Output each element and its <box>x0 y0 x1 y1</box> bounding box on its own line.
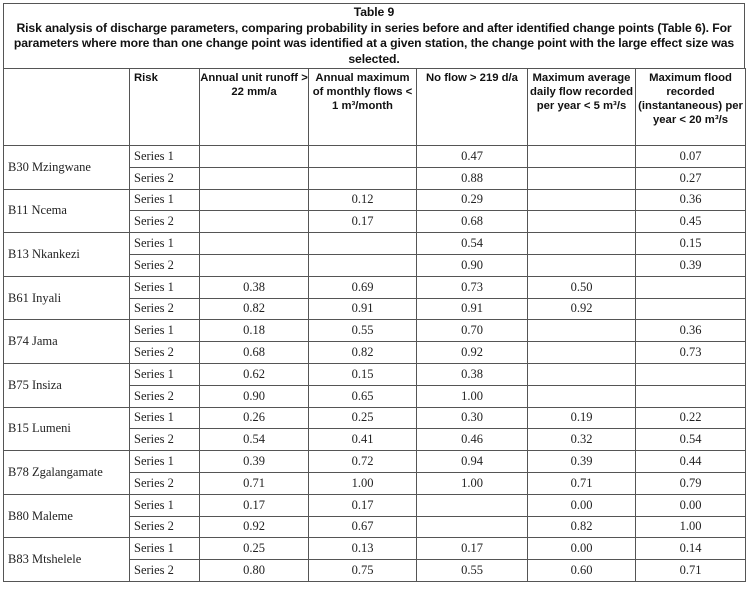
probability-cell: 0.19 <box>528 407 636 429</box>
probability-cell: 1.00 <box>417 472 528 494</box>
probability-cell: 0.39 <box>636 254 746 276</box>
header-row <box>4 69 746 146</box>
series-label: Series 2 <box>130 472 200 494</box>
table-row <box>4 320 746 342</box>
probability-cell: 1.00 <box>636 516 746 538</box>
probability-cell: 0.18 <box>200 320 309 342</box>
station-name: B13 Nkankezi <box>4 233 130 277</box>
column-header: Maximum flood recorded (instantaneous) per year < 20 m³/s <box>636 69 746 146</box>
table-caption: Risk analysis of discharge parameters, comparing probability in series before and after identified change points (Table 6). For parameters where more than one change point was identified at a given station, the change point with the large effect size was selected. <box>13 20 735 66</box>
probability-cell: 0.91 <box>309 298 417 320</box>
probability-cell: 0.79 <box>636 472 746 494</box>
probability-cell: 0.39 <box>528 451 636 473</box>
probability-cell <box>417 516 528 538</box>
probability-cell: 0.94 <box>417 451 528 473</box>
probability-cell <box>200 233 309 255</box>
probability-cell: 0.27 <box>636 167 746 189</box>
probability-cell: 0.60 <box>528 560 636 582</box>
probability-cell: 0.00 <box>528 538 636 560</box>
table-row <box>4 363 746 385</box>
probability-cell <box>528 342 636 364</box>
probability-cell: 0.12 <box>309 189 417 211</box>
column-header: No flow > 219 d/a <box>417 69 528 146</box>
probability-cell: 0.45 <box>636 211 746 233</box>
probability-cell <box>528 167 636 189</box>
probability-cell: 0.36 <box>636 320 746 342</box>
probability-cell: 0.75 <box>309 560 417 582</box>
probability-cell: 0.72 <box>309 451 417 473</box>
probability-cell <box>200 211 309 233</box>
probability-cell: 0.15 <box>636 233 746 255</box>
probability-cell: 0.13 <box>309 538 417 560</box>
probability-cell: 0.38 <box>417 363 528 385</box>
series-label: Series 1 <box>130 233 200 255</box>
probability-cell <box>636 385 746 407</box>
probability-cell: 1.00 <box>309 472 417 494</box>
probability-cell: 0.55 <box>309 320 417 342</box>
probability-cell: 0.71 <box>636 560 746 582</box>
probability-cell: 0.46 <box>417 429 528 451</box>
probability-cell: 0.90 <box>200 385 309 407</box>
probability-cell <box>309 167 417 189</box>
probability-cell: 0.55 <box>417 560 528 582</box>
probability-cell <box>528 254 636 276</box>
probability-cell: 0.68 <box>200 342 309 364</box>
probability-cell: 0.92 <box>528 298 636 320</box>
probability-cell: 0.36 <box>636 189 746 211</box>
probability-cell <box>200 189 309 211</box>
probability-cell <box>528 363 636 385</box>
station-name: B74 Jama <box>4 320 130 364</box>
series-label: Series 1 <box>130 451 200 473</box>
series-label: Series 1 <box>130 407 200 429</box>
probability-cell: 0.17 <box>417 538 528 560</box>
probability-cell: 0.92 <box>417 342 528 364</box>
probability-cell: 0.50 <box>528 276 636 298</box>
probability-cell: 0.82 <box>528 516 636 538</box>
series-label: Series 1 <box>130 363 200 385</box>
probability-cell: 0.41 <box>309 429 417 451</box>
probability-cell: 0.54 <box>417 233 528 255</box>
probability-cell: 0.26 <box>200 407 309 429</box>
station-name: B15 Lumeni <box>4 407 130 451</box>
column-header <box>4 69 130 146</box>
risk-table <box>3 68 746 582</box>
probability-cell <box>309 146 417 168</box>
probability-cell: 0.80 <box>200 560 309 582</box>
series-label: Series 2 <box>130 342 200 364</box>
probability-cell: 0.62 <box>200 363 309 385</box>
column-header: Maximum average daily flow recorded per year < 5 m³/s <box>528 69 636 146</box>
probability-cell <box>528 233 636 255</box>
probability-cell: 0.90 <box>417 254 528 276</box>
probability-cell: 0.30 <box>417 407 528 429</box>
probability-cell: 0.44 <box>636 451 746 473</box>
station-name: B75 Insiza <box>4 363 130 407</box>
probability-cell: 0.17 <box>309 494 417 516</box>
table-row <box>4 407 746 429</box>
probability-cell: 0.70 <box>417 320 528 342</box>
probability-cell: 0.32 <box>528 429 636 451</box>
probability-cell: 0.15 <box>309 363 417 385</box>
probability-cell <box>417 494 528 516</box>
probability-cell: 0.82 <box>309 342 417 364</box>
probability-cell: 0.29 <box>417 189 528 211</box>
probability-cell <box>309 254 417 276</box>
probability-cell <box>528 320 636 342</box>
series-label: Series 1 <box>130 276 200 298</box>
probability-cell <box>528 385 636 407</box>
table-row <box>4 189 746 211</box>
probability-cell: 0.82 <box>200 298 309 320</box>
series-label: Series 2 <box>130 385 200 407</box>
series-label: Series 2 <box>130 211 200 233</box>
probability-cell: 1.00 <box>417 385 528 407</box>
probability-cell: 0.17 <box>200 494 309 516</box>
table-row <box>4 538 746 560</box>
table-label: Table 9 <box>353 5 395 19</box>
probability-cell <box>200 254 309 276</box>
table-row <box>4 146 746 168</box>
probability-cell: 0.88 <box>417 167 528 189</box>
probability-cell: 0.71 <box>528 472 636 494</box>
probability-cell: 0.73 <box>636 342 746 364</box>
probability-cell: 0.67 <box>309 516 417 538</box>
probability-cell: 0.39 <box>200 451 309 473</box>
series-label: Series 1 <box>130 146 200 168</box>
series-label: Series 2 <box>130 516 200 538</box>
table-caption-block <box>3 3 745 68</box>
probability-cell: 0.47 <box>417 146 528 168</box>
series-label: Series 1 <box>130 538 200 560</box>
table-row <box>4 276 746 298</box>
series-label: Series 2 <box>130 298 200 320</box>
probability-cell: 0.00 <box>528 494 636 516</box>
series-label: Series 1 <box>130 494 200 516</box>
probability-cell: 0.25 <box>309 407 417 429</box>
station-name: B30 Mzingwane <box>4 146 130 190</box>
probability-cell: 0.25 <box>200 538 309 560</box>
series-label: Series 2 <box>130 167 200 189</box>
station-name: B11 Ncema <box>4 189 130 233</box>
series-label: Series 2 <box>130 429 200 451</box>
series-label: Series 2 <box>130 254 200 276</box>
table-container <box>3 3 745 582</box>
probability-cell: 0.07 <box>636 146 746 168</box>
probability-cell: 0.68 <box>417 211 528 233</box>
table-row <box>4 233 746 255</box>
probability-cell <box>636 276 746 298</box>
probability-cell: 0.38 <box>200 276 309 298</box>
table-row <box>4 451 746 473</box>
probability-cell: 0.73 <box>417 276 528 298</box>
series-label: Series 1 <box>130 189 200 211</box>
probability-cell <box>528 211 636 233</box>
column-header: Risk <box>130 69 200 146</box>
probability-cell: 0.65 <box>309 385 417 407</box>
probability-cell <box>200 167 309 189</box>
probability-cell <box>636 363 746 385</box>
probability-cell: 0.00 <box>636 494 746 516</box>
probability-cell: 0.54 <box>636 429 746 451</box>
probability-cell <box>528 189 636 211</box>
probability-cell <box>636 298 746 320</box>
probability-cell <box>528 146 636 168</box>
table-row <box>4 494 746 516</box>
probability-cell: 0.14 <box>636 538 746 560</box>
probability-cell: 0.69 <box>309 276 417 298</box>
probability-cell: 0.54 <box>200 429 309 451</box>
probability-cell: 0.71 <box>200 472 309 494</box>
probability-cell: 0.91 <box>417 298 528 320</box>
series-label: Series 1 <box>130 320 200 342</box>
probability-cell: 0.92 <box>200 516 309 538</box>
probability-cell: 0.22 <box>636 407 746 429</box>
probability-cell <box>200 146 309 168</box>
column-header: Annual unit runoff > 22 mm/a <box>200 69 309 146</box>
column-header: Annual maximum of monthly flows < 1 m³/month <box>309 69 417 146</box>
station-name: B61 Inyali <box>4 276 130 320</box>
series-label: Series 2 <box>130 560 200 582</box>
station-name: B83 Mtshelele <box>4 538 130 582</box>
probability-cell <box>309 233 417 255</box>
probability-cell: 0.17 <box>309 211 417 233</box>
station-name: B78 Zgalangamate <box>4 451 130 495</box>
station-name: B80 Maleme <box>4 494 130 538</box>
